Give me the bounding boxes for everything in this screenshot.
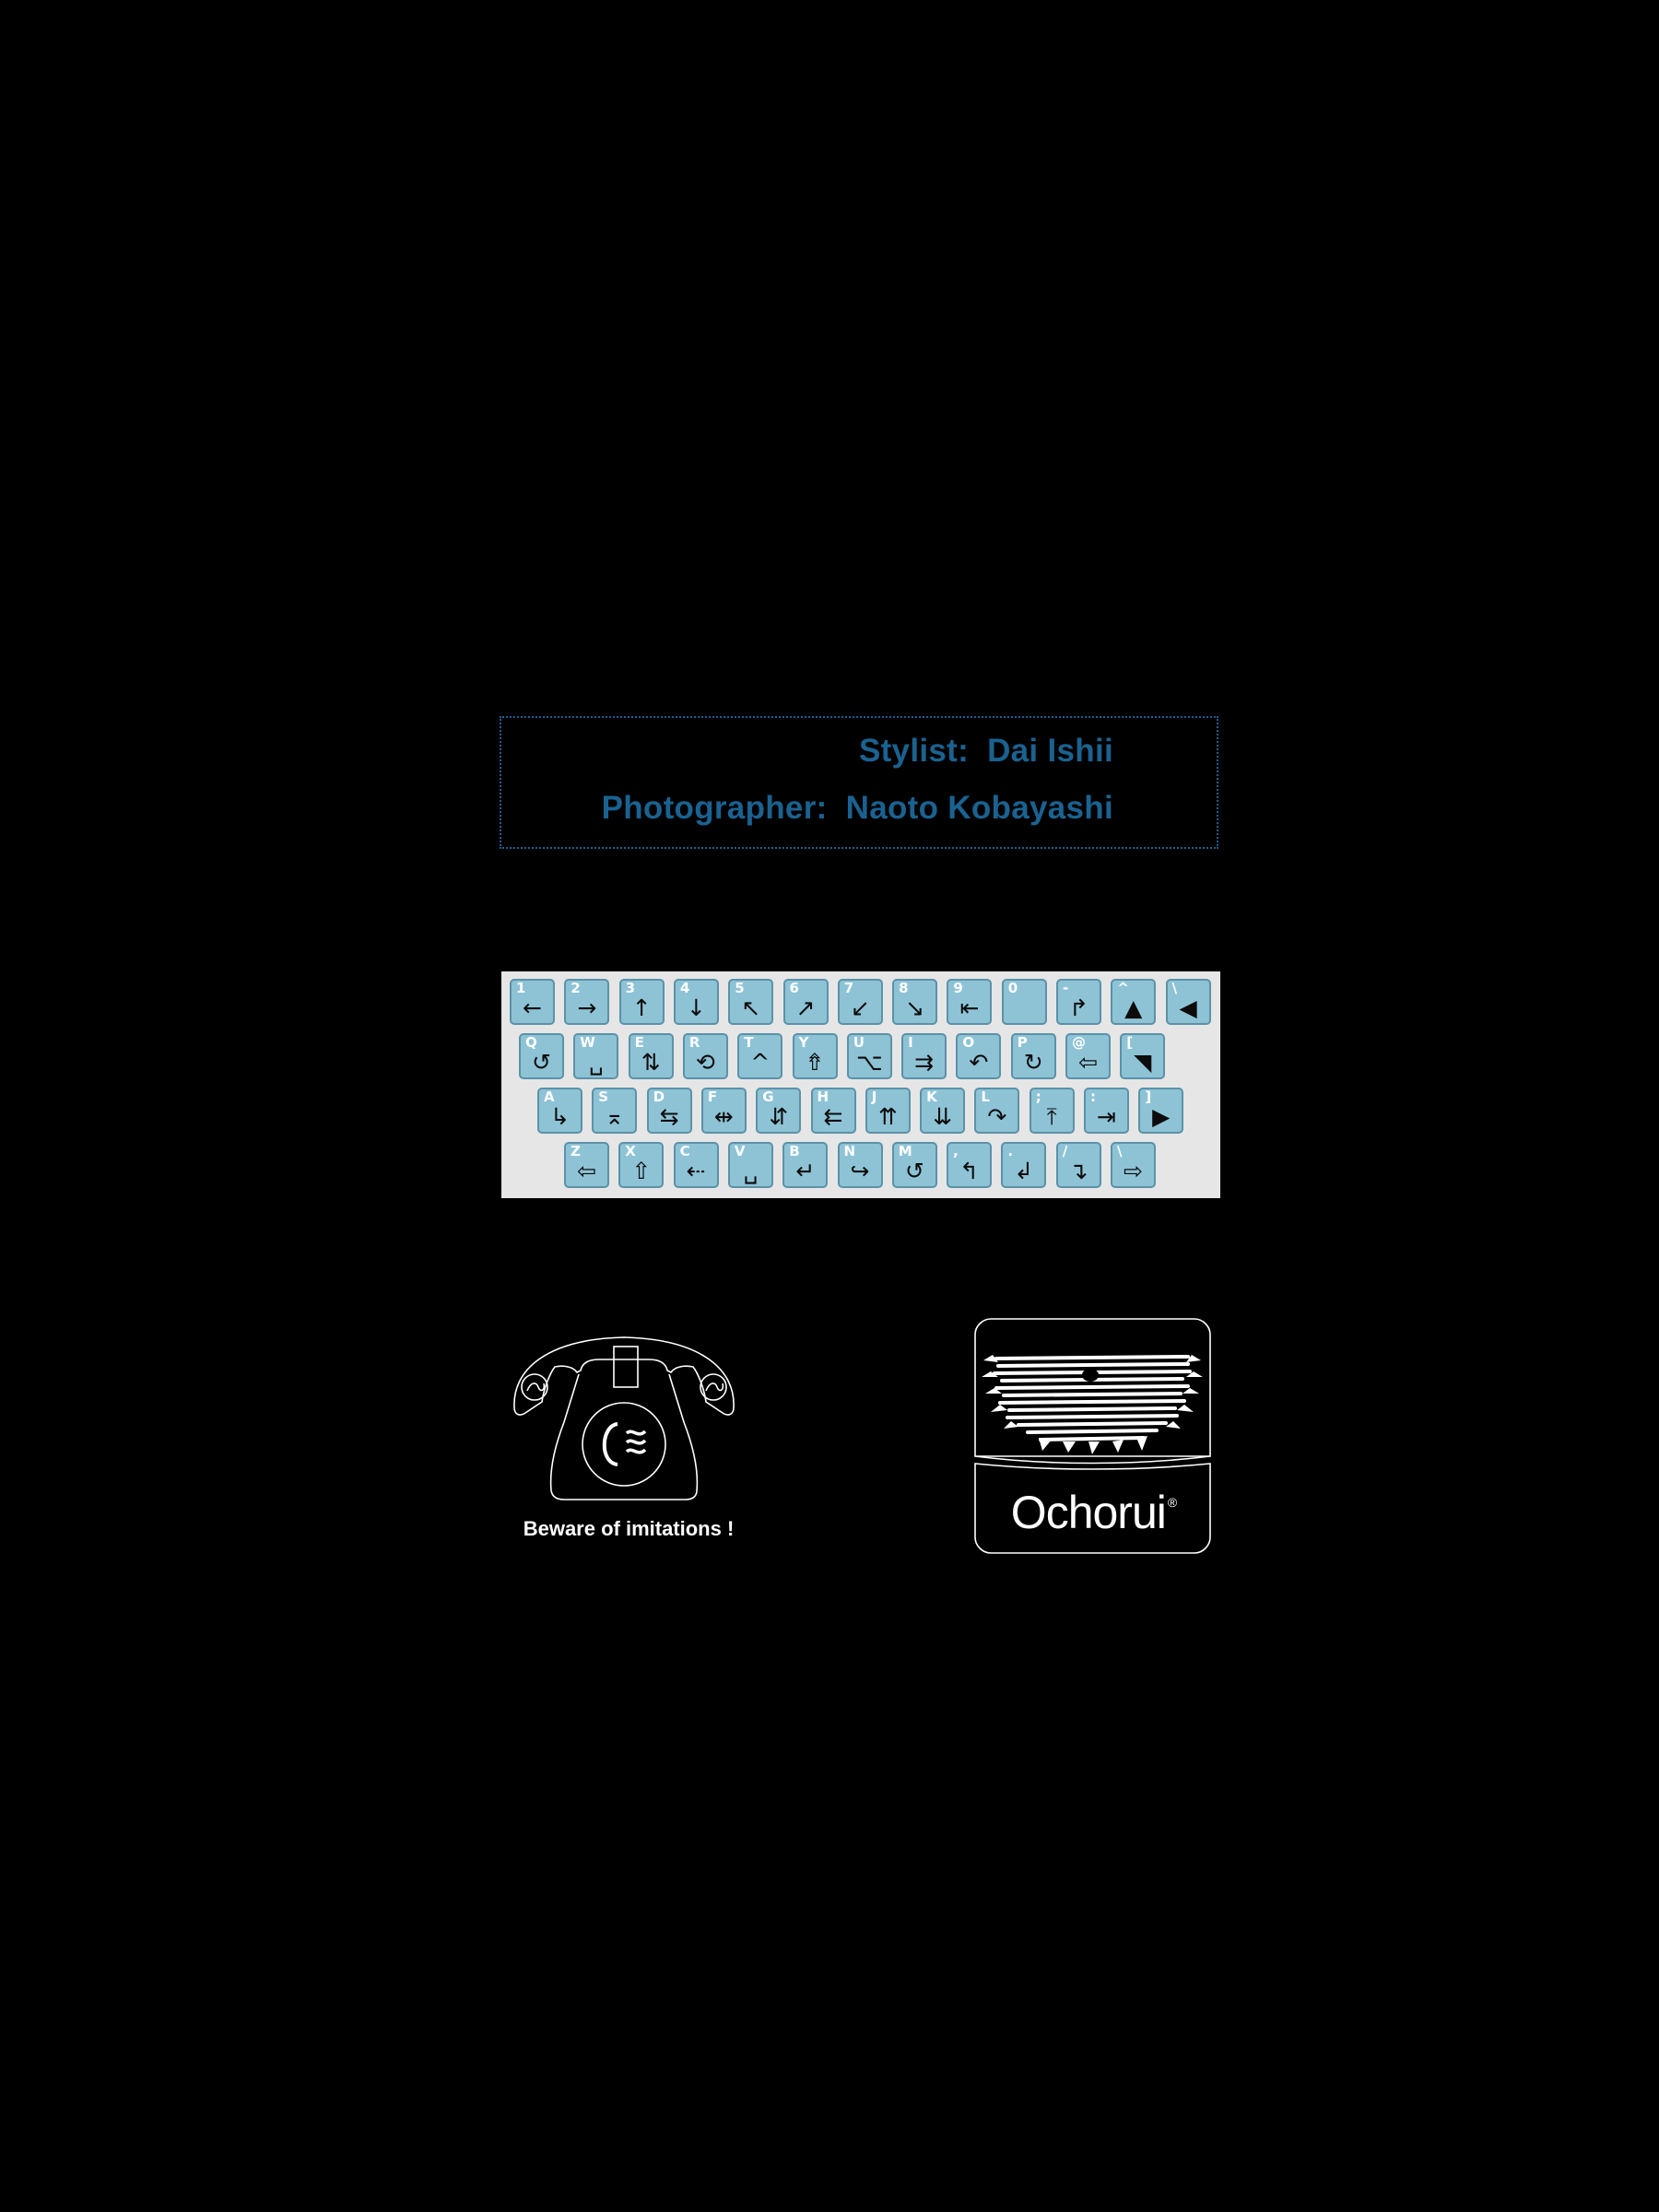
key-glyph-icon: ▶ (1152, 1103, 1171, 1130)
keyboard-key[interactable] (592, 1088, 637, 1134)
key-glyph-icon: ⇧ (631, 1158, 652, 1184)
key-character: D (653, 1088, 665, 1105)
key-character: 0 (1007, 980, 1018, 996)
brand-name: Ochorui ® (1010, 1487, 1177, 1538)
keyboard-key[interactable] (947, 979, 992, 1025)
key-character: ] (1145, 1088, 1152, 1105)
key-glyph-icon: ▲ (1124, 994, 1143, 1021)
keyboard-key[interactable] (1001, 1142, 1046, 1188)
key-glyph-icon: ⇊ (933, 1103, 953, 1130)
key-character: 3 (625, 980, 636, 996)
keyboard-key[interactable] (1030, 1088, 1075, 1134)
key-glyph-icon: ↰ (959, 1158, 980, 1184)
credits-box (500, 716, 1218, 849)
keyboard-key[interactable] (1084, 1088, 1129, 1134)
key-glyph-icon: ↻ (1023, 1049, 1043, 1076)
keyboard-key[interactable] (674, 979, 719, 1025)
key-glyph-icon: ^ (750, 1049, 771, 1076)
keyboard-key[interactable] (519, 1033, 564, 1079)
key-character: F (707, 1088, 718, 1105)
key-character: ^ (1117, 980, 1129, 996)
keyboard-key[interactable] (564, 979, 609, 1025)
key-character: 7 (843, 980, 854, 996)
keyboard-key[interactable] (619, 979, 665, 1025)
keyboard-key[interactable] (1065, 1033, 1111, 1079)
key-glyph-icon: ⤒ (1046, 1103, 1057, 1130)
keyboard-key[interactable] (564, 1142, 609, 1188)
keyboard-key[interactable] (737, 1033, 782, 1079)
keyboard-key[interactable] (793, 1033, 838, 1079)
keyboard-key[interactable] (901, 1033, 947, 1079)
key-glyph-icon: ↓ (686, 994, 706, 1021)
key-glyph-icon: ↑ (631, 994, 652, 1021)
key-glyph-icon: ← (523, 994, 542, 1021)
key-glyph-icon: ↷ (987, 1103, 1007, 1130)
key-glyph-icon: ↗ (795, 994, 816, 1021)
telephone-logo (509, 1334, 739, 1509)
keyboard-key[interactable] (1056, 1142, 1101, 1188)
key-glyph-icon: ␣ (588, 1049, 604, 1076)
key-character: B (789, 1143, 800, 1159)
keyboard-key[interactable] (674, 1142, 719, 1188)
glyph-keyboard (501, 971, 1220, 1198)
key-character: T (744, 1034, 754, 1051)
key-character: \ (1117, 1143, 1123, 1159)
key-glyph-icon: ⇉ (914, 1049, 935, 1076)
telephone-icon (509, 1334, 739, 1509)
key-glyph-icon: ⇠ (686, 1158, 706, 1184)
keyboard-key[interactable] (756, 1088, 801, 1134)
key-glyph-icon: → (577, 994, 597, 1021)
key-glyph-icon: ⇦ (577, 1158, 596, 1184)
key-glyph-icon: ⌅ (605, 1103, 625, 1130)
key-glyph-icon: ⇨ (1124, 1158, 1143, 1184)
keyboard-key[interactable] (629, 1033, 674, 1079)
key-character: 9 (953, 980, 963, 996)
keyboard-key[interactable] (683, 1033, 728, 1079)
key-character: [ (1126, 1034, 1134, 1051)
key-glyph-icon: ⇤ (959, 994, 980, 1021)
key-glyph-icon: ␣ (743, 1158, 759, 1184)
key-character: C (679, 1143, 690, 1159)
key-character: 2 (571, 980, 581, 996)
keyboard-key[interactable] (947, 1142, 992, 1188)
key-glyph-icon: ↵ (795, 1158, 816, 1184)
keyboard-key[interactable] (811, 1088, 856, 1134)
key-glyph-icon: ⇹ (713, 1103, 734, 1130)
keyboard-key[interactable] (1166, 979, 1211, 1025)
key-glyph-icon: ⇈ (877, 1103, 898, 1130)
keyboard-key[interactable] (537, 1088, 582, 1134)
key-character: 6 (789, 980, 799, 996)
keyboard-key[interactable] (1056, 979, 1101, 1025)
key-character: 8 (899, 980, 909, 996)
key-glyph-icon: ⇵ (769, 1103, 789, 1130)
key-glyph-icon: ↙ (850, 994, 870, 1021)
key-glyph-icon: ↶ (969, 1049, 989, 1076)
keyboard-key[interactable] (892, 1142, 937, 1188)
key-character: Y (798, 1034, 809, 1051)
phone-caption: Beware of imitations ! (523, 1517, 735, 1540)
keyboard-key[interactable] (573, 1033, 618, 1079)
stylist-credit: Stylist: Dai Ishii (858, 733, 1113, 769)
keyboard-key[interactable] (838, 979, 883, 1025)
key-character: / (1062, 1143, 1068, 1159)
keyboard-key[interactable] (892, 979, 937, 1025)
key-character: K (926, 1088, 937, 1105)
key-character: @ (1072, 1034, 1086, 1051)
key-character: P (1017, 1034, 1028, 1051)
key-character: H (817, 1088, 830, 1105)
keyboard-key[interactable] (782, 1142, 828, 1188)
key-glyph-icon: ↘ (905, 994, 925, 1021)
keyboard-key[interactable] (838, 1142, 883, 1188)
key-glyph-icon: ⌥ (855, 1049, 883, 1076)
key-glyph-icon: ⇇ (823, 1103, 843, 1130)
keyboard-key[interactable] (956, 1033, 1001, 1079)
keyboard-key[interactable] (510, 979, 555, 1025)
key-character: , (953, 1143, 959, 1159)
ochorui-logo (974, 1318, 1211, 1554)
key-glyph-icon: ↴ (1068, 1158, 1088, 1184)
key-glyph-icon: ⇆ (659, 1103, 679, 1130)
key-character: N (843, 1143, 856, 1159)
key-glyph-icon: ⇥ (1097, 1103, 1116, 1130)
key-glyph-icon: ⟲ (695, 1049, 715, 1076)
key-glyph-icon: ⇅ (641, 1049, 661, 1076)
key-character: M (898, 1143, 912, 1159)
key-character: . (1007, 1143, 1014, 1159)
key-character: U (853, 1034, 865, 1051)
keyboard-key[interactable] (728, 979, 773, 1025)
key-glyph-icon: ⇦ (1078, 1049, 1098, 1076)
key-character: 1 (516, 980, 526, 996)
keyboard-key[interactable] (1011, 1033, 1056, 1079)
key-character: E (634, 1034, 644, 1051)
key-character: V (734, 1143, 746, 1159)
key-glyph-icon: ↺ (904, 1158, 924, 1184)
keyboard-key[interactable] (1111, 1142, 1156, 1188)
key-character: W (580, 1034, 595, 1051)
keyboard-key[interactable] (1120, 1033, 1165, 1079)
keyboard-key[interactable] (920, 1088, 965, 1134)
key-character: - (1063, 980, 1069, 996)
key-character: Z (571, 1143, 581, 1159)
key-character: Q (525, 1034, 537, 1051)
keyboard-key[interactable] (647, 1088, 692, 1134)
keyboard-key[interactable] (618, 1142, 664, 1188)
keyboard-key[interactable] (1138, 1088, 1183, 1134)
key-character: I (908, 1034, 913, 1051)
key-glyph-icon: ◀ (1179, 994, 1197, 1021)
keyboard-key[interactable] (1002, 979, 1047, 1025)
key-character: G (762, 1088, 774, 1105)
registered-mark: ® (1167, 1495, 1177, 1510)
keyboard-key[interactable] (783, 979, 829, 1025)
keyboard-key[interactable] (974, 1088, 1019, 1134)
key-character: ; (1035, 1088, 1041, 1105)
key-character: 5 (735, 980, 745, 996)
keyboard-key[interactable] (701, 1088, 747, 1134)
key-glyph-icon: ↺ (532, 1049, 551, 1076)
photographer-credit: Photographer: Naoto Kobayashi (601, 790, 1113, 826)
key-glyph-icon: ↲ (1014, 1158, 1034, 1184)
key-character: S (598, 1088, 609, 1105)
key-glyph-icon: ⇮ (805, 1049, 825, 1076)
key-glyph-icon: ◥ (1134, 1049, 1152, 1076)
key-character: J (871, 1088, 877, 1105)
key-glyph-icon: ↖ (741, 994, 761, 1021)
keyboard-key[interactable] (847, 1033, 892, 1079)
key-character: A (544, 1088, 555, 1105)
key-character: \ (1171, 980, 1178, 996)
key-character: L (981, 1088, 990, 1105)
keyboard-key[interactable] (728, 1142, 773, 1188)
key-character: X (625, 1143, 636, 1159)
key-glyph-icon: ↱ (1069, 994, 1088, 1021)
key-character: O (962, 1034, 975, 1051)
key-character: 4 (679, 980, 690, 996)
key-character: R (688, 1034, 700, 1051)
key-glyph-icon: ↪ (850, 1158, 870, 1184)
keyboard-key[interactable] (1111, 979, 1156, 1025)
key-character: : (1090, 1088, 1096, 1105)
key-glyph-icon: ↳ (550, 1103, 570, 1130)
keyboard-key[interactable] (865, 1088, 911, 1134)
